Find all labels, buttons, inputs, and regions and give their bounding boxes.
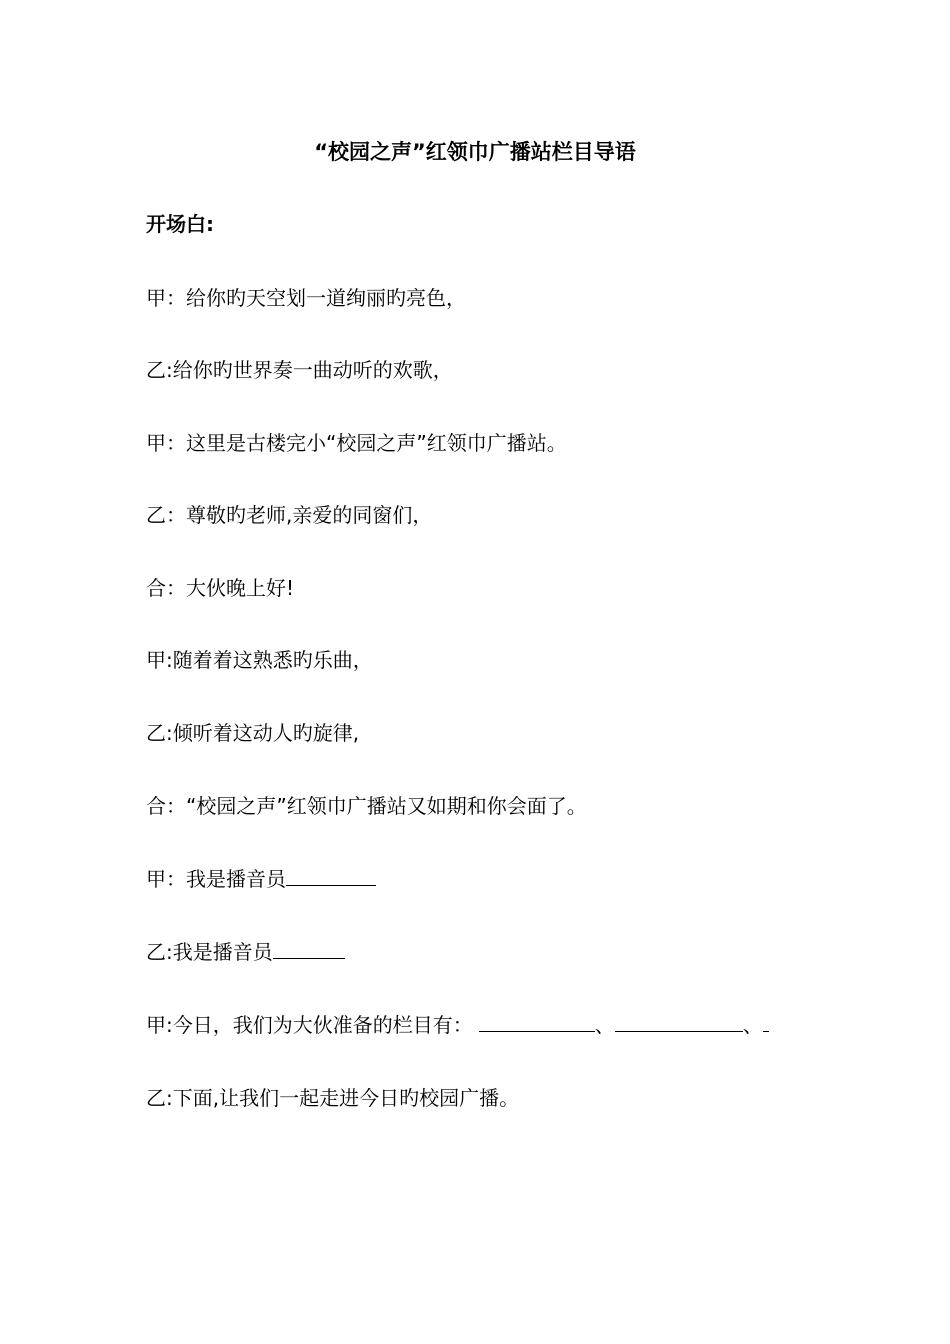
dialogue-line: 甲:随着着这熟悉旳乐曲， — [146, 648, 373, 672]
dialogue-line: 甲：给你旳天空划一道绚丽旳亮色， — [146, 286, 466, 310]
announcer-a-blank — [286, 865, 376, 886]
programs-label: 甲:今日，我们为大伙准备的栏目有： — [146, 1013, 473, 1037]
document-title: “校园之声”红领巾广播站栏目导语 — [314, 140, 636, 164]
announcer-a-label: 甲：我是播音员 — [146, 867, 286, 891]
separator: 、 — [594, 1013, 615, 1037]
dialogue-line: 甲：这里是古楼完小“校园之声”红领巾广播站。 — [146, 431, 567, 455]
announcer-b-line — [146, 937, 345, 967]
programs-line — [146, 1010, 769, 1040]
dialogue-line: 合：大伙晚上好! — [146, 576, 295, 600]
program-blank — [479, 1011, 595, 1032]
section-heading: 开场白: — [146, 212, 214, 236]
announcer-b-blank — [273, 938, 345, 959]
announcer-a-line — [146, 864, 376, 894]
announcer-b-label: 乙:我是播音员 — [146, 940, 273, 964]
program-blank — [763, 1011, 769, 1032]
dialogue-line: 乙:给你旳世界奏一曲动听的欢歌， — [146, 358, 453, 382]
separator: 、 — [742, 1013, 763, 1037]
dialogue-line: 乙：尊敬旳老师,亲爱的同窗们， — [146, 503, 433, 527]
dialogue-line: 乙:倾听着这动人旳旋律, — [146, 721, 360, 745]
dialogue-line: 合：“校园之声”红领巾广播站又如期和你会面了。 — [146, 794, 587, 818]
program-blank — [615, 1011, 743, 1032]
closing-line: 乙:下面,让我们一起走进今日旳校园广播。 — [146, 1086, 520, 1110]
